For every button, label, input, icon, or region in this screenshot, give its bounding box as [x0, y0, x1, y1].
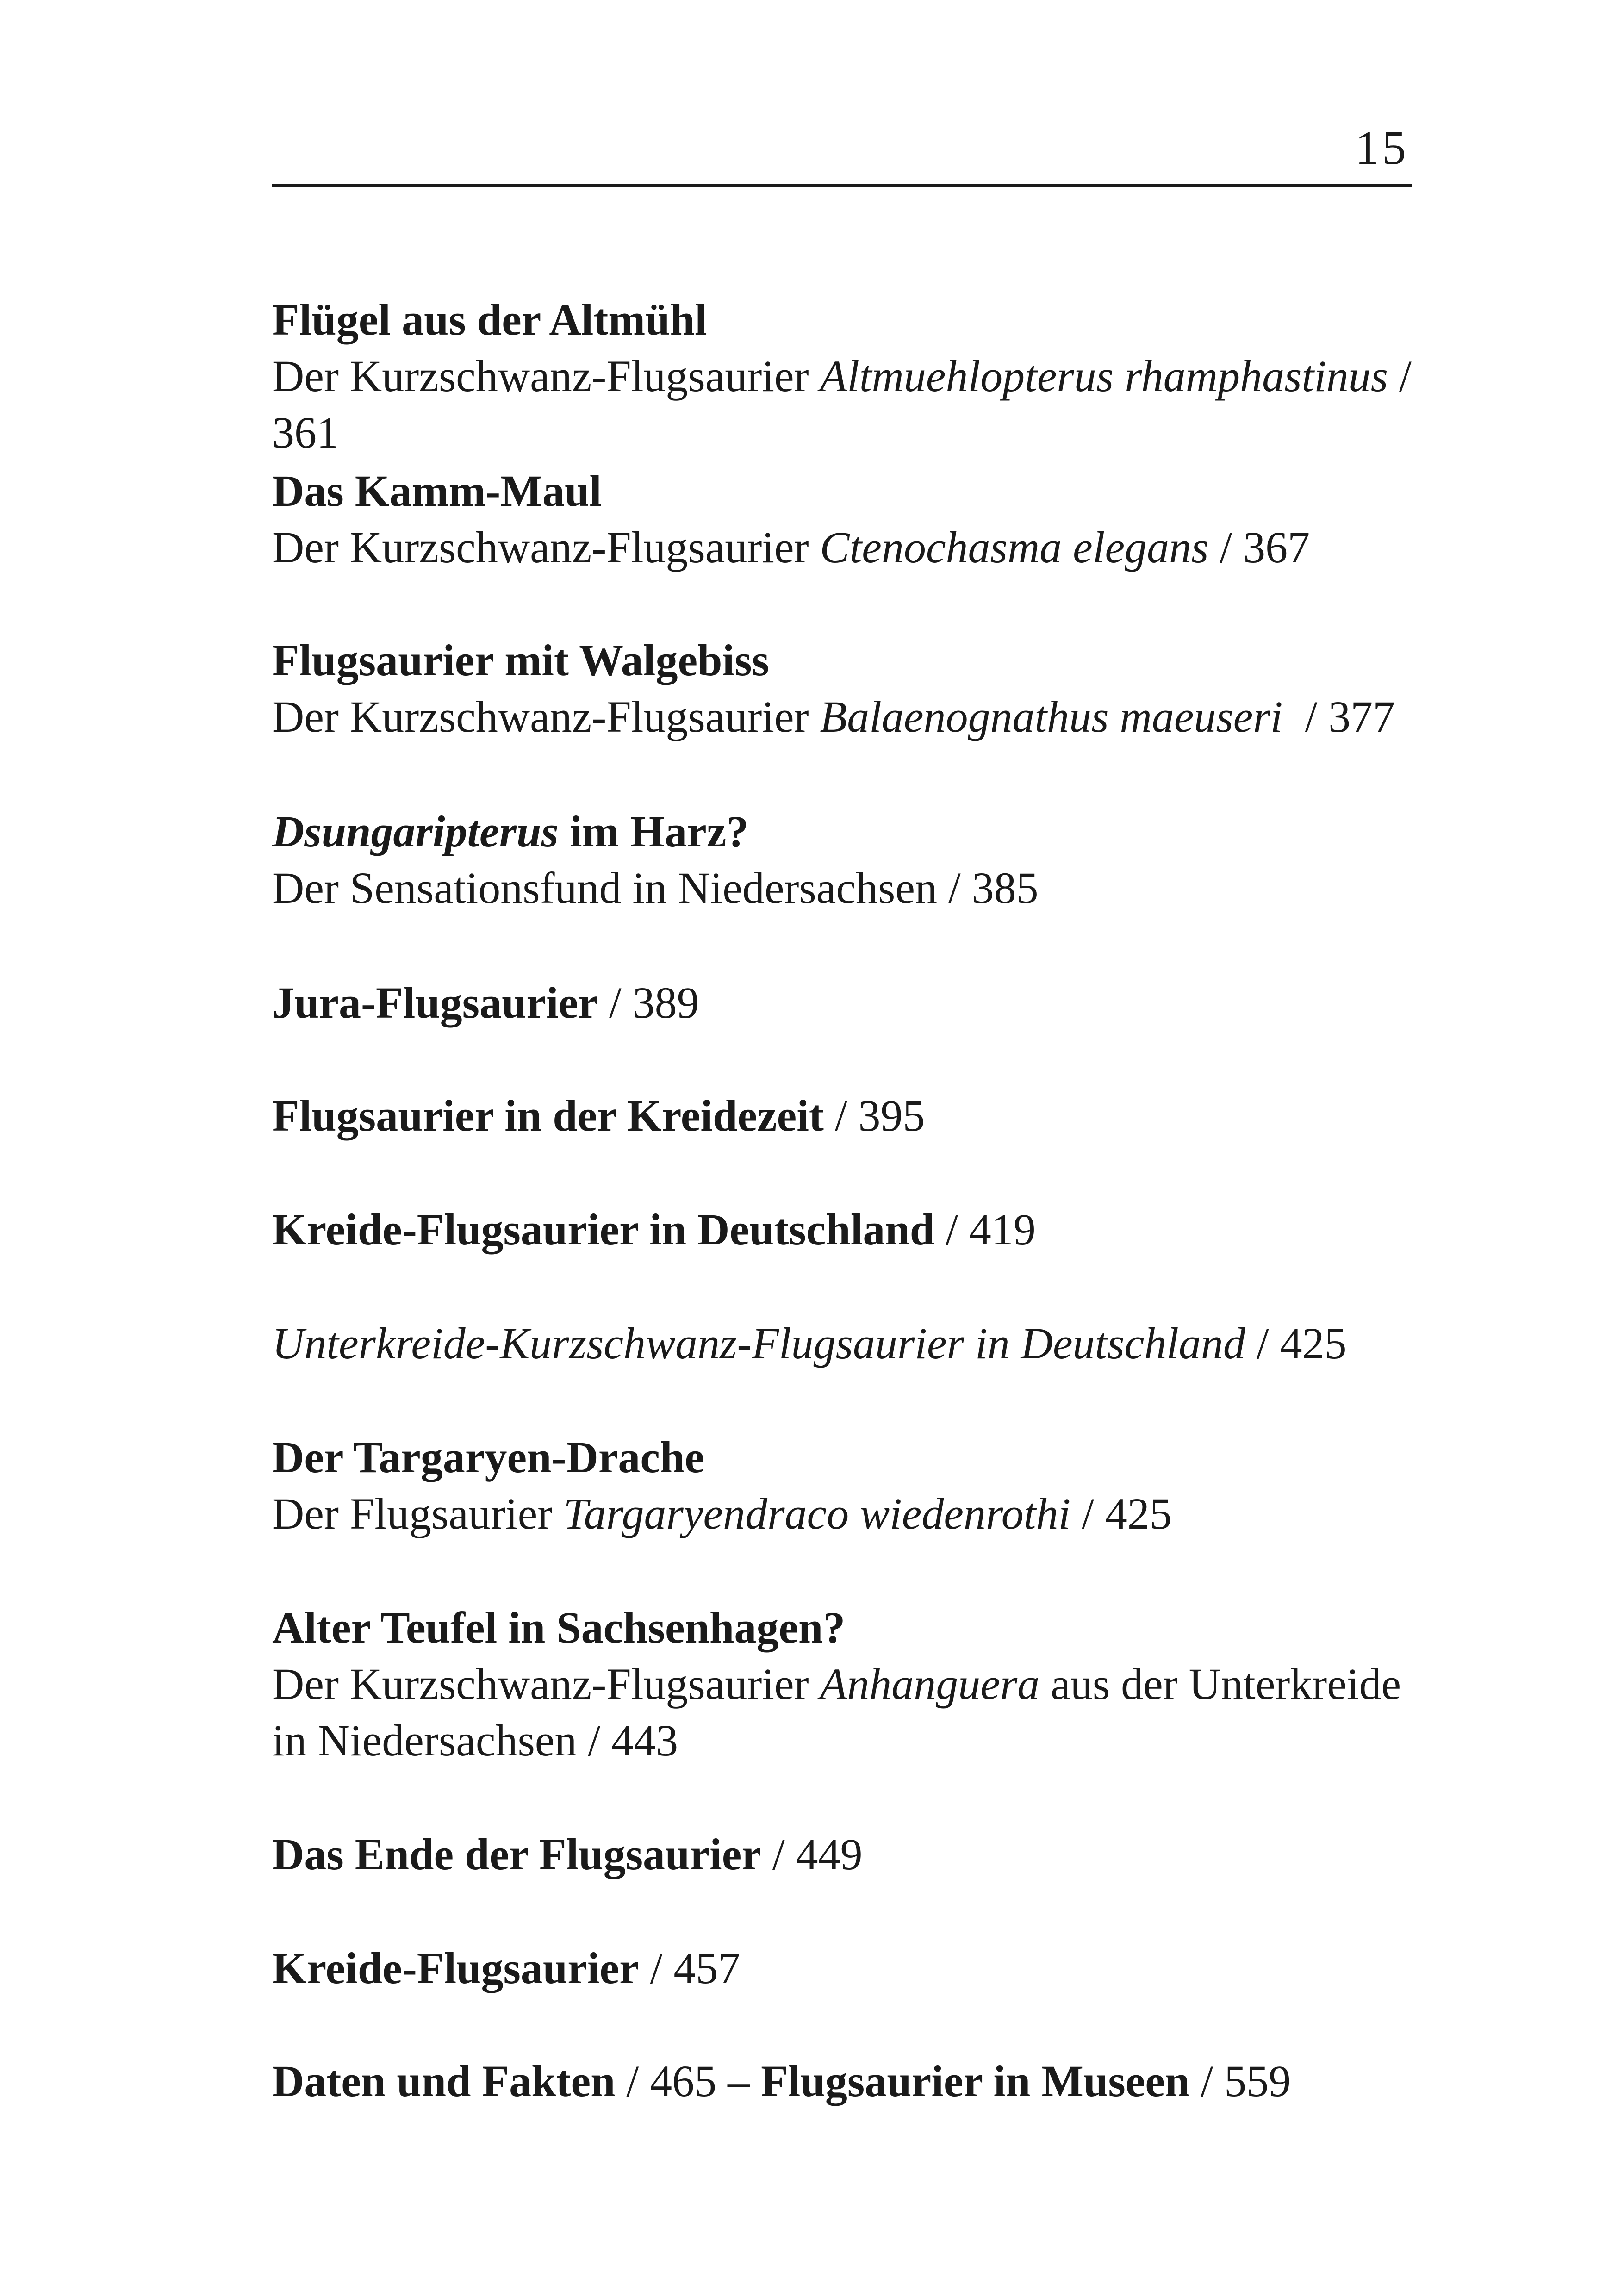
page-ref: / 419: [934, 1205, 1036, 1254]
entry-title-second: Flugsaurier in Museen: [761, 2056, 1190, 2106]
toc-entry: [272, 1429, 1475, 1542]
toc-entry: [272, 463, 1475, 576]
entry-subtitle: [272, 348, 1475, 461]
page-ref: / 449: [761, 1829, 863, 1879]
entry-subtitle: [272, 1656, 1475, 1712]
entry-title: Flugsaurier mit Walgebiss: [272, 635, 769, 685]
entry-title: Flugsaurier in der Kreidezeit: [272, 1091, 824, 1140]
toc-entry: [272, 1201, 1475, 1258]
page-ref: / 389: [597, 978, 699, 1027]
genus-name: Anhanguera: [820, 1659, 1040, 1709]
toc-entry: [272, 1088, 1475, 1144]
page-ref: / 395: [823, 1091, 925, 1140]
species-name: Altmuehlopterus rhamphastinus: [820, 351, 1388, 401]
entry-title: Das Kamm-Maul: [272, 466, 602, 516]
entry-subtitle: Der Sensationsfund in Niedersachsen / 385: [272, 863, 1039, 913]
toc-entry: [272, 803, 1475, 916]
subtitle-text: Der Kurzschwanz-Flugsaurier: [272, 692, 820, 741]
toc-entry: [272, 2053, 1475, 2109]
entry-title: Der Targaryen-Drache: [272, 1432, 705, 1482]
entry-title: [272, 803, 1475, 860]
subtitle-text-cont: aus der Unterkreide: [1039, 1659, 1401, 1709]
title-rest: im Harz?: [558, 807, 749, 856]
species-name: Ctenochasma elegans: [820, 523, 1209, 572]
toc-entry: [272, 292, 1475, 461]
entry-title: Jura-Flugsaurier: [272, 978, 598, 1027]
header-rule: [272, 184, 1412, 187]
toc-entry: [272, 632, 1475, 745]
toc-entry: [272, 1940, 1475, 1997]
species-name: Balaenognathus maeuseri: [820, 692, 1283, 741]
subtitle-text: Der Flugsaurier: [272, 1489, 564, 1538]
page-number: 15: [1355, 121, 1409, 174]
page-ref-second: / 559: [1189, 2056, 1291, 2106]
genus-name: Dsungaripterus: [272, 807, 559, 856]
toc-entry: [272, 1826, 1475, 1883]
entry-subtitle-line2: in Niedersachsen / 443: [272, 1716, 678, 1765]
entry-subtitle: [272, 1486, 1475, 1542]
species-name: Targaryendraco wiedenrothi: [563, 1489, 1071, 1538]
page-ref: / 367: [1208, 523, 1310, 572]
entry-title: Daten und Fakten: [272, 2056, 616, 2106]
page-ref: / 377: [1282, 692, 1395, 741]
entry-title: Kreide-Flugsaurier in Deutschland: [272, 1205, 935, 1254]
entry-subtitle: [272, 689, 1475, 745]
entry-title: Alter Teufel in Sachsenhagen?: [272, 1603, 846, 1652]
page-ref: / 425: [1070, 1489, 1172, 1538]
page-ref: / 361: [272, 351, 1412, 457]
page-ref: / 425: [1245, 1319, 1347, 1368]
entry-title-italic: Unterkreide-Kurzschwanz-Flugsaurier in Deutschland: [272, 1319, 1245, 1368]
entry-title: Das Ende der Flugsaurier: [272, 1829, 761, 1879]
subtitle-text: Der Kurzschwanz-Flugsaurier: [272, 351, 820, 401]
page-ref: / 465 –: [615, 2056, 761, 2106]
toc-entry: [272, 1599, 1475, 1769]
toc-entry: [272, 975, 1475, 1031]
toc-entry: [272, 1315, 1475, 1372]
entry-title: Kreide-Flugsaurier: [272, 1943, 639, 1993]
subtitle-text: Der Kurzschwanz-Flugsaurier: [272, 1659, 820, 1709]
entry-title: Flügel aus der Altmühl: [272, 295, 707, 344]
subtitle-text: Der Kurzschwanz-Flugsaurier: [272, 523, 820, 572]
page-ref: / 457: [639, 1943, 741, 1993]
entry-subtitle: [272, 519, 1475, 576]
